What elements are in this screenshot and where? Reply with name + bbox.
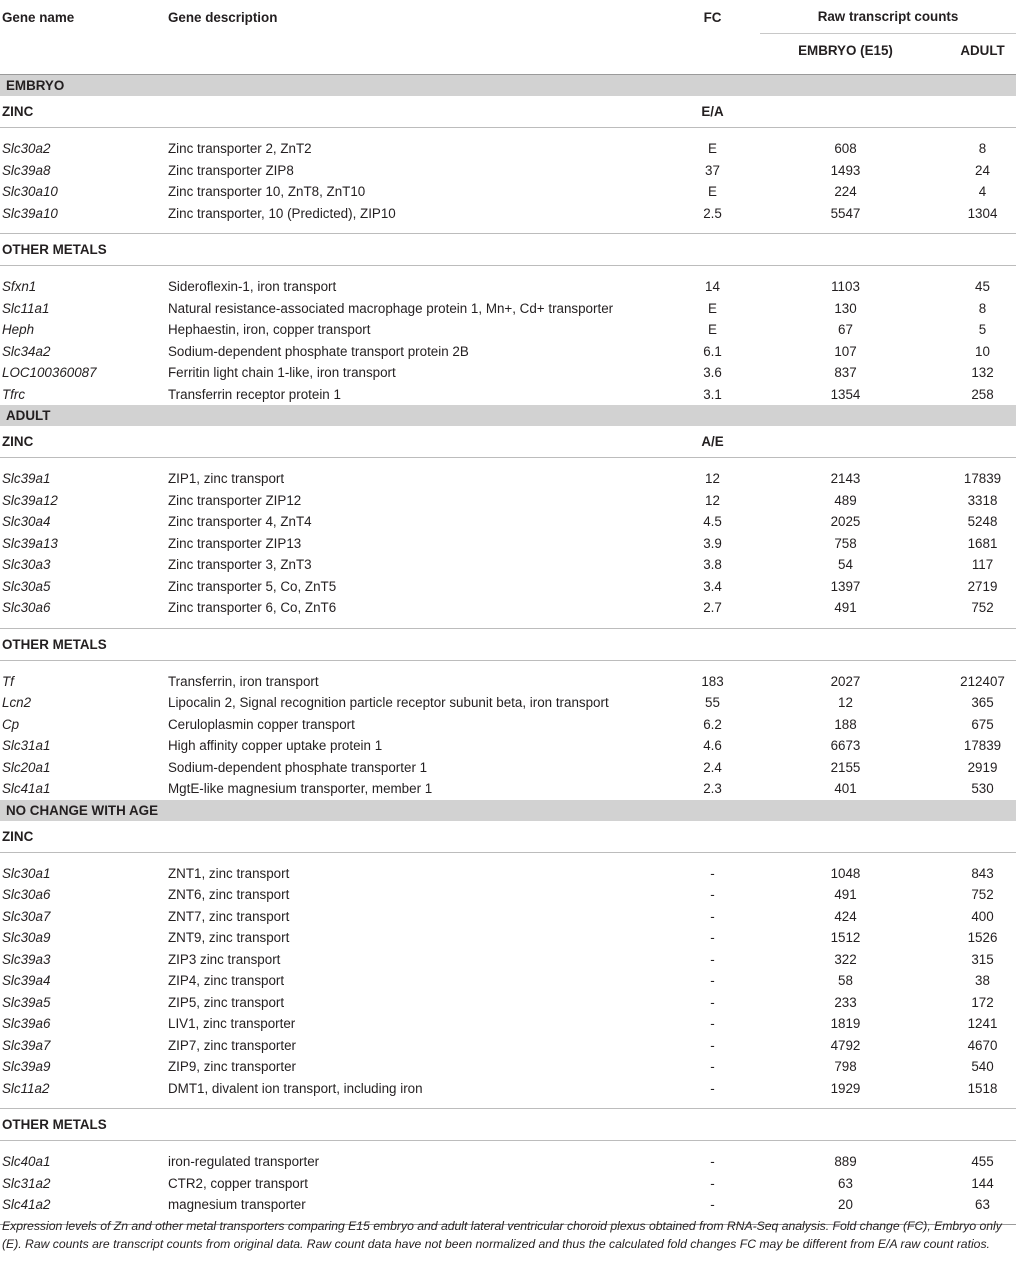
embryo-count: 58 — [838, 973, 853, 989]
table-row — [0, 906, 1016, 928]
category-label: OTHER METALS — [0, 1109, 168, 1141]
adult-count: 63 — [975, 1197, 990, 1213]
adult-count: 365 — [971, 695, 994, 711]
embryo-count: 130 — [834, 300, 857, 316]
table-row — [0, 511, 1016, 533]
table-row — [0, 576, 1016, 598]
adult-count: 144 — [971, 1175, 994, 1191]
fold-change: - — [710, 930, 715, 946]
fold-change: 2.7 — [703, 600, 722, 616]
category-fc-label — [665, 234, 760, 266]
gene-name: Slc30a1 — [2, 865, 51, 881]
fold-change: 183 — [701, 673, 724, 689]
section-title: NO CHANGE WITH AGE — [0, 800, 1016, 821]
gene-name: Slc31a2 — [2, 1175, 51, 1191]
adult-count: 24 — [975, 162, 990, 178]
header-gene-name: Gene name — [2, 10, 75, 25]
gene-description: ZNT9, zinc transport — [168, 930, 290, 946]
adult-count: 1241 — [967, 1016, 998, 1032]
gene-description: Transferrin receptor protein 1 — [168, 386, 341, 402]
category-row — [0, 628, 1016, 660]
gene-name: Slc39a13 — [2, 535, 58, 551]
section-title: EMBRYO — [0, 75, 1016, 97]
category-row — [0, 96, 1016, 128]
embryo-count: 1354 — [830, 386, 861, 402]
adult-count: 8 — [978, 300, 987, 316]
fold-change: 37 — [705, 162, 720, 178]
gene-description: ZIP4, zinc transport — [168, 973, 285, 989]
embryo-count: 107 — [834, 343, 857, 359]
adult-count: 1526 — [967, 930, 998, 946]
gene-description: Sodium-dependent phosphate transporter 1 — [168, 759, 428, 775]
adult-count: 315 — [971, 951, 994, 967]
gene-description: High affinity copper uptake protein 1 — [168, 738, 383, 754]
gene-description: Zinc transporter 10, ZnT8, ZnT10 — [168, 184, 366, 200]
header-fc: FC — [703, 10, 722, 25]
adult-count: 540 — [971, 1059, 994, 1075]
table-row — [0, 949, 1016, 971]
gene-name: Slc39a1 — [2, 471, 51, 487]
gene-description: Zinc transporter 6, Co, ZnT6 — [168, 600, 337, 616]
gene-name: Slc39a6 — [2, 1016, 51, 1032]
embryo-count: 188 — [834, 716, 857, 732]
gene-description: DMT1, divalent ion transport, including iron — [168, 1080, 423, 1096]
gene-name: Tf — [2, 673, 14, 689]
adult-count: 10 — [975, 343, 990, 359]
fold-change: - — [710, 973, 715, 989]
embryo-count: 2027 — [830, 673, 861, 689]
gene-name: Slc39a5 — [2, 994, 51, 1010]
adult-count: 117 — [971, 557, 994, 573]
header-embryo: EMBRYO (E15) — [798, 43, 893, 58]
table-row — [0, 468, 1016, 490]
gene-description: Transferrin, iron transport — [168, 673, 319, 689]
gene-description: ZNT7, zinc transport — [168, 908, 290, 924]
gene-description: ZIP5, zinc transport — [168, 994, 285, 1010]
fold-change: - — [710, 1037, 715, 1053]
table-row — [0, 384, 1016, 406]
category-row — [0, 426, 1016, 458]
table-row — [0, 160, 1016, 182]
embryo-count: 1103 — [831, 279, 860, 295]
table-row — [0, 884, 1016, 906]
gene-name: Slc34a2 — [2, 343, 51, 359]
gene-name: Slc30a3 — [2, 557, 51, 573]
table-row — [0, 992, 1016, 1014]
gene-name: Sfxn1 — [2, 279, 37, 295]
gene-name: Slc30a9 — [2, 930, 51, 946]
fold-change: 3.4 — [703, 578, 722, 594]
embryo-count: 2143 — [830, 471, 861, 487]
adult-count: 17839 — [963, 738, 1002, 754]
embryo-count: 63 — [838, 1175, 853, 1191]
table-row — [0, 927, 1016, 949]
adult-count: 4670 — [967, 1037, 998, 1053]
fold-change: 55 — [705, 695, 720, 711]
fold-change: - — [710, 887, 715, 903]
embryo-count: 5547 — [830, 205, 861, 221]
gene-name: Slc39a4 — [2, 973, 51, 989]
gene-name: Slc30a4 — [2, 514, 51, 530]
gene-name: Slc39a12 — [2, 492, 58, 508]
table-row — [0, 319, 1016, 341]
gene-name: Slc11a1 — [2, 300, 50, 316]
fold-change: - — [710, 1016, 715, 1032]
gene-name: Slc39a9 — [2, 1059, 51, 1075]
table-row — [0, 735, 1016, 757]
adult-count: 675 — [971, 716, 994, 732]
adult-count: 132 — [971, 365, 994, 381]
fold-change: 4.5 — [703, 514, 722, 530]
section-band — [0, 405, 1016, 426]
fold-change: - — [710, 1059, 715, 1075]
gene-name: Slc20a1 — [2, 759, 51, 775]
embryo-count: 1397 — [830, 578, 861, 594]
gene-description: Zinc transporter ZIP12 — [168, 492, 302, 508]
gene-name: Lcn2 — [2, 695, 32, 711]
category-label: ZINC — [0, 821, 168, 853]
fold-change: 14 — [705, 279, 720, 295]
table-row — [0, 533, 1016, 555]
header-gene-description: Gene description — [168, 10, 278, 25]
table-row — [0, 597, 1016, 619]
embryo-count: 798 — [834, 1059, 857, 1075]
embryo-count: 322 — [834, 951, 857, 967]
fold-change: E — [708, 184, 717, 200]
table-row — [0, 362, 1016, 384]
adult-count: 400 — [971, 908, 994, 924]
header-raw-counts: Raw transcript counts — [760, 0, 1016, 34]
adult-count: 1304 — [967, 205, 998, 221]
embryo-count: 489 — [834, 492, 857, 508]
gene-name: Slc40a1 — [2, 1154, 51, 1170]
gene-name: Slc30a2 — [2, 141, 51, 157]
embryo-count: 54 — [838, 557, 853, 573]
gene-name: Slc30a10 — [2, 184, 58, 200]
table-row — [0, 1056, 1016, 1078]
embryo-count: 2025 — [830, 514, 861, 530]
fold-change: 12 — [705, 471, 720, 487]
section-title: ADULT — [0, 405, 1016, 426]
gene-description: Zinc transporter 3, ZnT3 — [168, 557, 312, 573]
gene-name: Slc31a1 — [2, 738, 51, 754]
adult-count: 752 — [971, 887, 994, 903]
table-row — [0, 298, 1016, 320]
embryo-count: 1493 — [830, 162, 861, 178]
adult-count: 455 — [971, 1154, 994, 1170]
embryo-count: 1819 — [830, 1016, 861, 1032]
adult-count: 172 — [971, 994, 994, 1010]
embryo-count: 67 — [838, 322, 853, 338]
gene-description: ZNT1, zinc transport — [168, 865, 290, 881]
fold-change: 3.1 — [703, 386, 722, 402]
adult-count: 5248 — [967, 514, 998, 530]
section-band — [0, 75, 1016, 97]
fold-change: - — [710, 865, 715, 881]
table-row — [0, 341, 1016, 363]
adult-count: 5 — [978, 322, 987, 338]
fold-change: 4.6 — [703, 738, 722, 754]
fold-change: - — [710, 994, 715, 1010]
gene-description: ZIP1, zinc transport — [168, 471, 285, 487]
gene-description: iron-regulated transporter — [168, 1154, 320, 1170]
fold-change: - — [710, 951, 715, 967]
embryo-count: 6673 — [830, 738, 861, 754]
fold-change: E — [708, 141, 717, 157]
embryo-count: 758 — [834, 535, 857, 551]
gene-name: Slc39a10 — [2, 205, 58, 221]
fold-change: 2.4 — [703, 759, 722, 775]
table-row — [0, 1194, 1016, 1216]
gene-description: Zinc transporter 4, ZnT4 — [168, 514, 312, 530]
gene-name: Slc39a8 — [2, 162, 51, 178]
embryo-count: 889 — [834, 1154, 857, 1170]
embryo-count: 20 — [838, 1197, 853, 1213]
gene-description: Natural resistance-associated macrophage protein 1, Mn+, Cd+ transporter — [168, 300, 614, 316]
adult-count: 530 — [971, 781, 994, 797]
embryo-count: 491 — [834, 887, 857, 903]
table-footnote: Expression levels of Zn and other metal transporters comparing E15 embryo and adult lateral ventricular choroid plexus obtained from RNA-Seq analysis. Fold change (FC), Embryo only (E). Raw counts are transcript counts from original data. Raw count data have not been normalized and thus the calculated fold changes FC may be different from E/A raw count ratios. — [2, 1219, 1002, 1251]
fold-change: 3.8 — [703, 557, 722, 573]
table-row — [0, 714, 1016, 736]
gene-name: Slc30a7 — [2, 908, 51, 924]
fold-change: 12 — [705, 492, 720, 508]
adult-count: 2919 — [967, 759, 998, 775]
adult-count: 17839 — [963, 471, 1002, 487]
adult-count: 8 — [978, 141, 987, 157]
fold-change: - — [710, 1175, 715, 1191]
gene-description: Zinc transporter 5, Co, ZnT5 — [168, 578, 337, 594]
embryo-count: 1512 — [830, 930, 861, 946]
table-row — [0, 1035, 1016, 1057]
table-row — [0, 181, 1016, 203]
table-row — [0, 671, 1016, 693]
fold-change: 3.9 — [703, 535, 722, 551]
table-row — [0, 1151, 1016, 1173]
embryo-count: 491 — [834, 600, 857, 616]
category-row — [0, 1109, 1016, 1141]
gene-description: Lipocalin 2, Signal recognition particle receptor subunit beta, iron transport — [168, 695, 609, 711]
table-body — [0, 75, 1016, 1225]
category-fc-label — [665, 821, 760, 853]
embryo-count: 1048 — [830, 865, 861, 881]
gene-description: Ceruloplasmin copper transport — [168, 716, 355, 732]
fold-change: 3.6 — [703, 365, 722, 381]
embryo-count: 401 — [834, 781, 857, 797]
adult-count: 38 — [975, 973, 990, 989]
category-fc-label — [665, 1109, 760, 1141]
fold-change: - — [710, 1197, 715, 1213]
category-fc-label: A/E — [665, 426, 760, 458]
header-adult: ADULT — [960, 43, 1005, 58]
table-row — [0, 863, 1016, 885]
adult-count: 4 — [978, 184, 987, 200]
table-row — [0, 203, 1016, 225]
gene-description: Sodium-dependent phosphate transport protein 2B — [168, 343, 469, 359]
gene-name: Slc30a6 — [2, 600, 51, 616]
embryo-count: 837 — [834, 365, 857, 381]
gene-name: Slc41a1 — [2, 781, 51, 797]
category-label: ZINC — [0, 426, 168, 458]
gene-description: Zinc transporter 2, ZnT2 — [168, 141, 312, 157]
gene-name: Heph — [2, 322, 35, 338]
adult-count: 45 — [975, 279, 990, 295]
gene-name: Slc39a3 — [2, 951, 51, 967]
gene-description: MgtE-like magnesium transporter, member 1 — [168, 781, 433, 797]
category-fc-label: E/A — [665, 96, 760, 128]
table-row — [0, 138, 1016, 160]
fold-change: - — [710, 908, 715, 924]
table-row — [0, 554, 1016, 576]
gene-name: Slc30a5 — [2, 578, 51, 594]
gene-description: Zinc transporter, 10 (Predicted), ZIP10 — [168, 205, 396, 221]
table-row — [0, 970, 1016, 992]
gene-description: Zinc transporter ZIP8 — [168, 162, 294, 178]
table-row — [0, 757, 1016, 779]
fold-change: 6.2 — [703, 716, 722, 732]
gene-description: ZNT6, zinc transport — [168, 887, 290, 903]
fold-change: E — [708, 300, 717, 316]
gene-name: Slc30a6 — [2, 887, 51, 903]
fold-change: 6.1 — [703, 343, 722, 359]
embryo-count: 608 — [834, 141, 857, 157]
section-band — [0, 800, 1016, 821]
adult-count: 212407 — [960, 673, 1005, 689]
gene-name: Slc11a2 — [2, 1080, 50, 1096]
embryo-count: 12 — [838, 695, 853, 711]
gene-name: LOC100360087 — [2, 365, 97, 381]
embryo-count: 2155 — [830, 759, 861, 775]
category-row — [0, 821, 1016, 853]
category-label: OTHER METALS — [0, 628, 168, 660]
fold-change: 2.3 — [703, 781, 722, 797]
fold-change: E — [708, 322, 717, 338]
gene-description: ZIP3 zinc transport — [168, 951, 281, 967]
gene-name: Slc41a2 — [2, 1197, 51, 1213]
fold-change: - — [710, 1080, 715, 1096]
embryo-count: 1929 — [830, 1080, 861, 1096]
embryo-count: 4792 — [830, 1037, 861, 1053]
table-row — [0, 490, 1016, 512]
embryo-count: 233 — [834, 994, 857, 1010]
adult-count: 752 — [971, 600, 994, 616]
adult-count: 258 — [971, 386, 994, 402]
adult-count: 1681 — [967, 535, 998, 551]
table-row — [0, 778, 1016, 800]
table-row — [0, 692, 1016, 714]
gene-description: ZIP7, zinc transporter — [168, 1037, 297, 1053]
gene-description: CTR2, copper transport — [168, 1175, 308, 1191]
fold-change: 2.5 — [703, 205, 722, 221]
gene-name: Tfrc — [2, 386, 26, 402]
table-row — [0, 1013, 1016, 1035]
embryo-count: 424 — [834, 908, 857, 924]
adult-count: 3318 — [967, 492, 998, 508]
gene-description: LIV1, zinc transporter — [168, 1016, 296, 1032]
gene-name: Slc39a7 — [2, 1037, 51, 1053]
gene-description: Ferritin light chain 1-like, iron transport — [168, 365, 396, 381]
category-row — [0, 234, 1016, 266]
fold-change: - — [710, 1154, 715, 1170]
category-label: OTHER METALS — [0, 234, 168, 266]
gene-description: Hephaestin, iron, copper transport — [168, 322, 371, 338]
gene-name: Cp — [2, 716, 20, 732]
category-label: ZINC — [0, 96, 168, 128]
category-fc-label — [665, 628, 760, 660]
gene-description: Sideroflexin-1, iron transport — [168, 279, 337, 295]
adult-count: 1518 — [967, 1080, 998, 1096]
adult-count: 843 — [971, 865, 994, 881]
adult-count: 2719 — [967, 578, 998, 594]
gene-description: magnesium transporter — [168, 1197, 306, 1213]
embryo-count: 224 — [834, 184, 857, 200]
table-row — [0, 276, 1016, 298]
gene-description: ZIP9, zinc transporter — [168, 1059, 297, 1075]
table-row — [0, 1078, 1016, 1100]
table-row — [0, 1173, 1016, 1195]
gene-description: Zinc transporter ZIP13 — [168, 535, 302, 551]
